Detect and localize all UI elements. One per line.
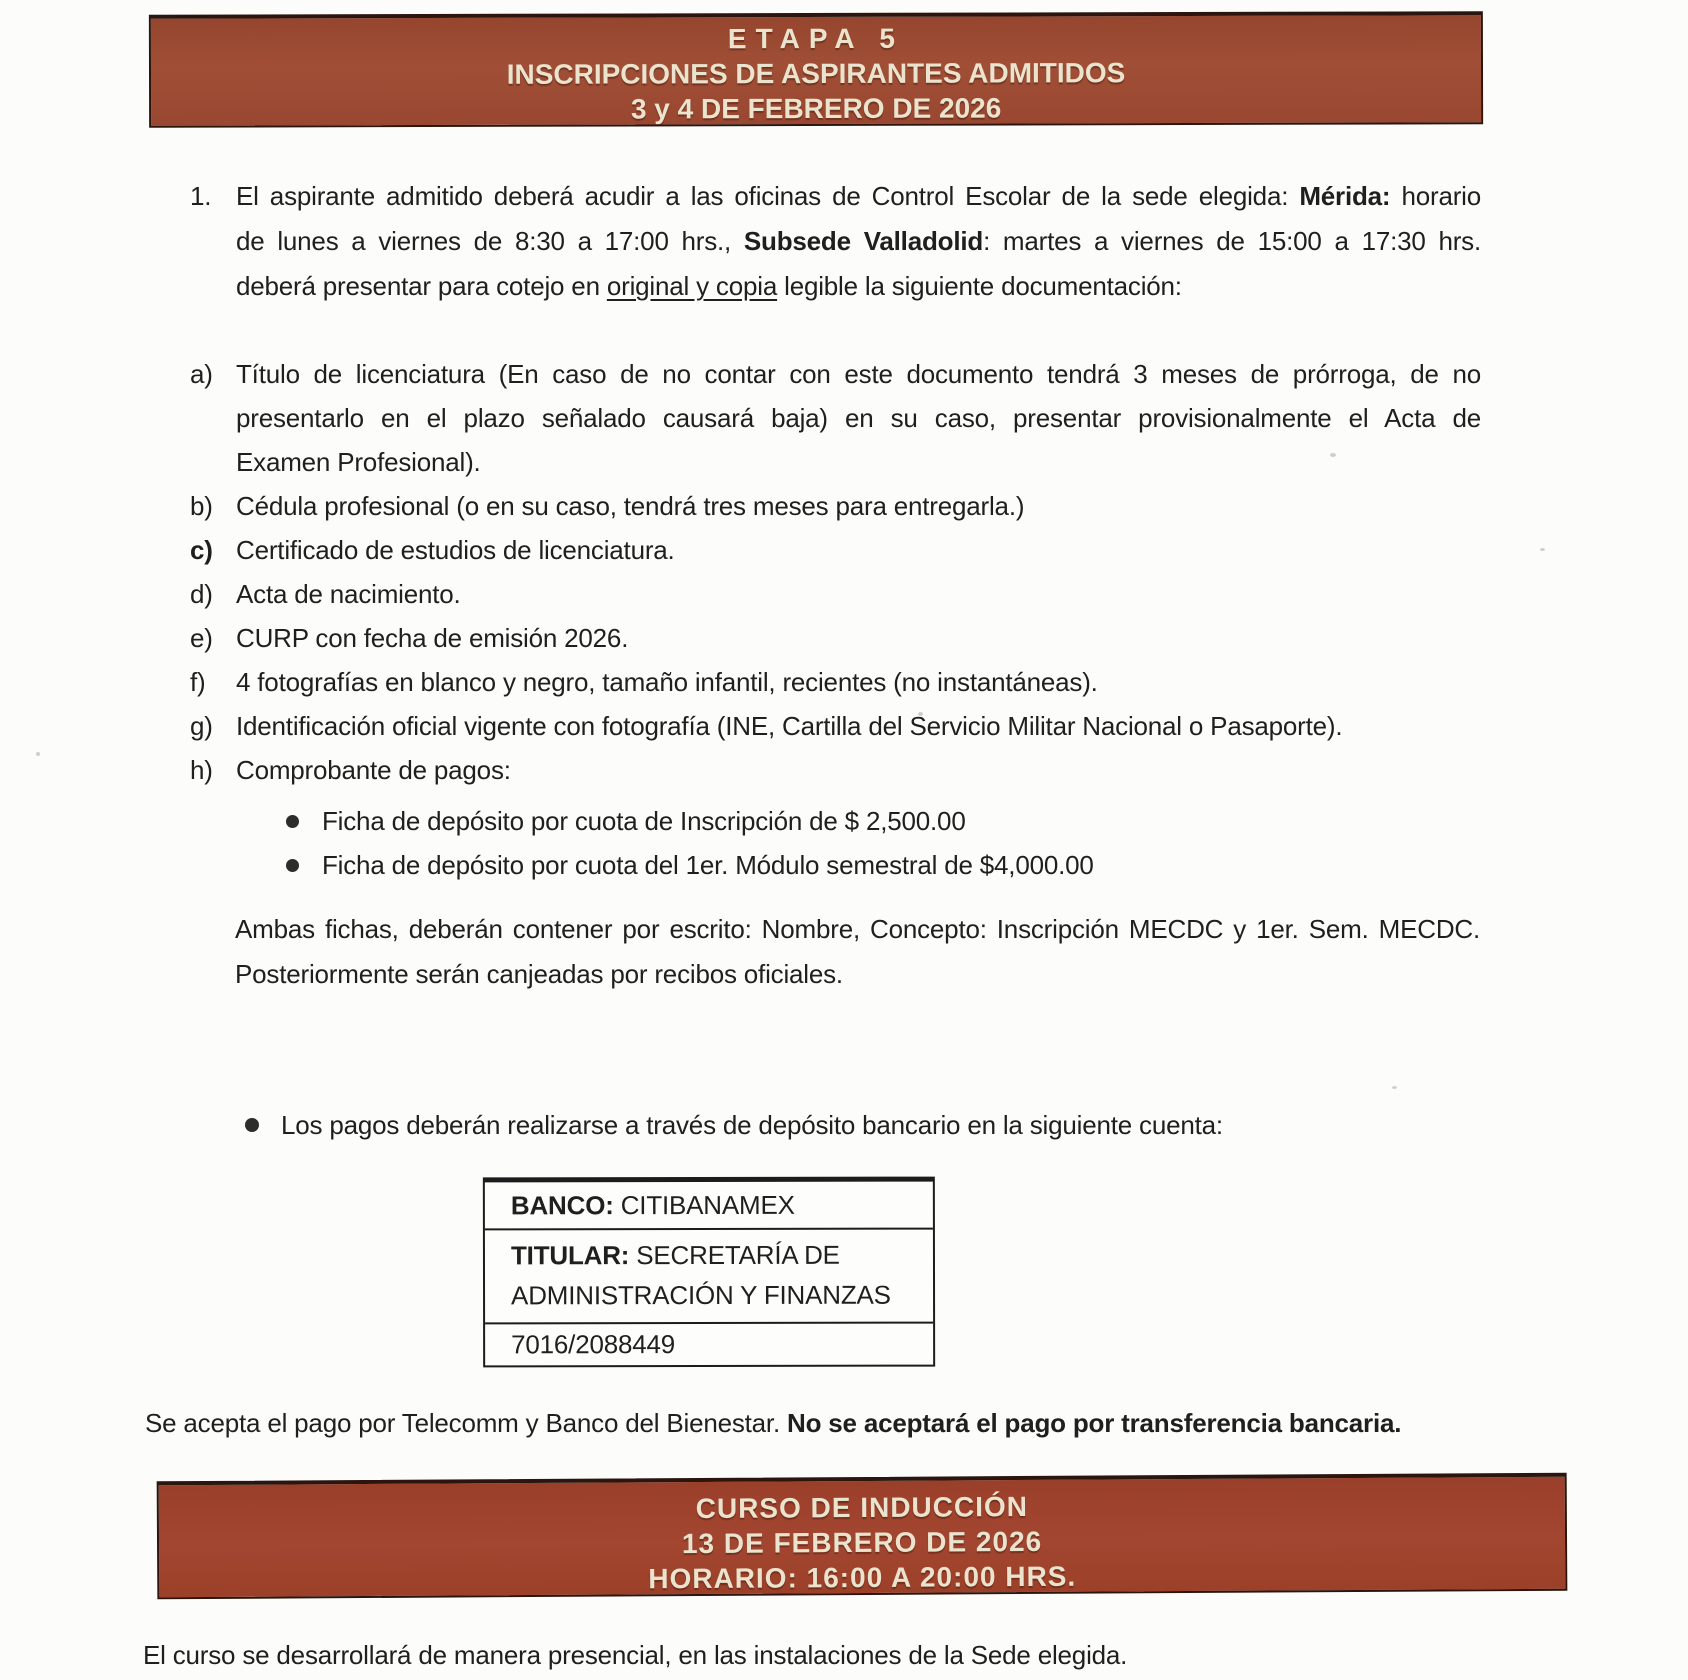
- list-number: 1.: [190, 181, 212, 211]
- account-number: 7016/2088449: [511, 1329, 676, 1360]
- fichas-note: Ambas fichas, deberán contener por escrito: Nombre, Concepto: Inscripción MECDC y 1er. Sem. MECDC. Posteriormente serán canjeadas por recibos oficiales.: [235, 914, 1480, 989]
- doc-item-a: a) Título de licenciatura (En caso de no contar con este documento tendrá 3 meses de prórroga, de no presentarlo en el plazo señalado causará baja) en su caso, presentar provisionalmente el Acta de Examen Profesional).: [190, 352, 1490, 484]
- bullet-icon: [245, 1118, 259, 1132]
- scan-speck: [36, 752, 40, 756]
- banner-course-title: CURSO DE INDUCCIÓN: [695, 1490, 1029, 1525]
- no-transfer-bold: No se aceptará el pago por transferencia bancaria.: [787, 1408, 1402, 1438]
- document-requirements-list: [190, 352, 1490, 792]
- induction-course-banner: [157, 1473, 1568, 1600]
- doc-marker: b): [190, 491, 213, 521]
- bank-row-titular: [485, 1230, 933, 1325]
- valladolid-bold: Subsede Valladolid: [743, 226, 984, 256]
- fee-item-inscripcion: Ficha de depósito por cuota de Inscripción de $ 2,500.00: [286, 799, 1094, 843]
- instruction-line-1: El aspirante admitido deberá acudir a las oficinas de Control Escolar de la sede elegida: Mérida: horario: [236, 181, 1481, 211]
- scan-speck: [918, 712, 923, 716]
- banner-stage-subtitle: INSCRIPCIONES DE ASPIRANTES ADMITIDOS: [506, 57, 1126, 90]
- scan-speck: [1540, 548, 1545, 551]
- banner-stage-title: ETAPA 5: [727, 22, 904, 55]
- doc-item-b: b) Cédula profesional (o en su caso, tendrá tres meses para entregarla.): [190, 484, 1490, 528]
- banco-label: BANCO:: [510, 1190, 614, 1221]
- doc-marker: e): [190, 623, 213, 653]
- original-copia-underline: original y copia: [606, 271, 778, 301]
- doc-item-d: d) Acta de nacimiento.: [190, 572, 1490, 616]
- banner-course-date: 13 DE FEBRERO DE 2026: [681, 1525, 1043, 1560]
- fee-bullet-list: [286, 799, 1094, 887]
- doc-item-f: f) 4 fotografías en blanco y negro, tamaño infantil, recientes (no instantáneas).: [190, 660, 1490, 704]
- scan-speck: [1330, 453, 1336, 457]
- doc-marker: g): [190, 711, 213, 741]
- doc-item-e: e) CURP con fecha de emisión 2026.: [190, 616, 1490, 660]
- scan-speck: [1392, 1086, 1397, 1089]
- doc-item-h: h) Comprobante de pagos:: [190, 748, 1490, 792]
- instruction-line-2: de lunes a viernes de 8:30 a 17:00 hrs., Subsede Valladolid: martes a viernes de 15:00 a 17:30 hrs.: [236, 226, 1481, 256]
- bank-row-account: [485, 1324, 933, 1366]
- banner-course-schedule: HORARIO: 16:00 A 20:00 HRS.: [648, 1560, 1077, 1595]
- doc-marker: a): [190, 359, 213, 389]
- titular-label: TITULAR:: [510, 1240, 630, 1271]
- instruction-line-3: deberá presentar para cotejo en original y copia legible la siguiente documentación:: [236, 271, 1182, 301]
- course-mode-note: El curso se desarrollará de manera presencial, en las instalaciones de la Sede elegida.: [143, 1640, 1128, 1670]
- doc-marker: d): [190, 579, 213, 609]
- bank-row-banco: [485, 1182, 933, 1231]
- merida-bold: Mérida:: [1299, 181, 1391, 211]
- payment-instruction: Los pagos deberán realizarse a través de depósito bancario en la siguiente cuenta:: [245, 1103, 1223, 1147]
- bullet-icon: [286, 815, 299, 828]
- stage-banner: [149, 11, 1483, 127]
- fee-item-modulo: Ficha de depósito por cuota del 1er. Módulo semestral de $4,000.00: [286, 843, 1094, 887]
- doc-item-c: c) Certificado de estudios de licenciatura.: [190, 528, 1490, 572]
- banco-value: CITIBANAMEX: [613, 1189, 795, 1221]
- bullet-icon: [286, 859, 299, 872]
- doc-item-g: g) Identificación oficial vigente con fotografía (INE, Cartilla del Servicio Militar Nacional o Pasaporte).: [190, 704, 1490, 748]
- titular-value: SECRETARÍA DE ADMINISTRACIÓN Y FINANZAS: [511, 1239, 891, 1311]
- doc-marker: f): [190, 667, 206, 697]
- doc-marker: c): [190, 535, 213, 565]
- numbered-instruction: [190, 174, 1490, 309]
- payment-acceptance-note: Se acepta el pago por Telecomm y Banco del Bienestar. No se aceptará el pago por transferencia bancaria.: [145, 1408, 1402, 1438]
- doc-marker: h): [190, 755, 213, 785]
- banner-stage-dates: 3 y 4 DE FEBRERO DE 2026: [630, 92, 1002, 125]
- bank-account-table: [483, 1177, 935, 1368]
